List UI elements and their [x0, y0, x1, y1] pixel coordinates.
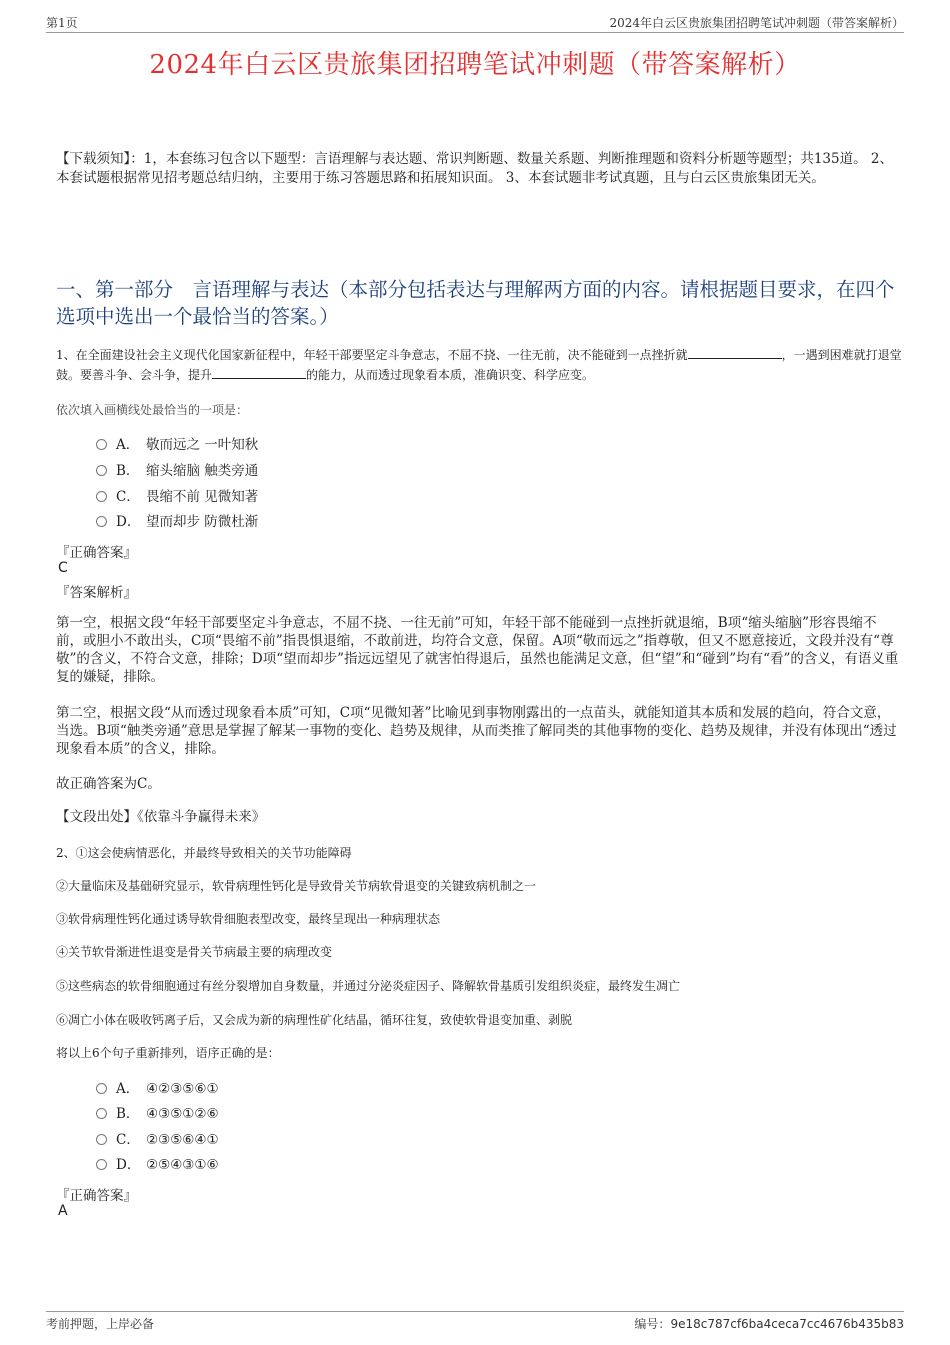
- q2-line-3: ③软骨病理性钙化通过诱导软骨细胞表型改变，最终呈现出一种病理状态: [56, 912, 441, 926]
- blank-2: [212, 365, 306, 379]
- radio-icon[interactable]: [96, 439, 107, 450]
- header-doc-title: 2024年白云区贵旅集团招聘笔试冲刺题（带答案解析）: [609, 16, 904, 30]
- page-header: [46, 14, 904, 33]
- q1-option-b[interactable]: B． 缩头缩脑 触类旁通: [96, 461, 258, 481]
- q1-conclusion: 故正确答案为C。: [56, 776, 161, 792]
- radio-icon[interactable]: [96, 465, 107, 476]
- q2-option-b[interactable]: B． ④③⑤①②⑥: [96, 1104, 219, 1124]
- q2-answer: A: [58, 1203, 68, 1219]
- radio-icon[interactable]: [96, 1159, 107, 1170]
- q2-answer-label: 『正确答案』: [56, 1188, 137, 1204]
- page-number: 第1页: [46, 16, 78, 30]
- q1-answer-label: 『正确答案』: [56, 545, 137, 561]
- blank-1: [688, 345, 782, 359]
- page-footer: [46, 1311, 904, 1332]
- q1-analysis-para-1: 第一空，根据文段“年轻干部要坚定斗争意志，不屈不挠、一往无前”可知，年轻干部不能碰到一点挫折就退缩，B项“缩头缩脑”形容畏缩不前，或胆小不敢出头，C项“畏缩不前”指畏惧退缩，不敢前进，均符合文意，保留。A项“敬而远之”指尊敬，但又不愿意接近，文段并没有“尊敬”的含义，不符合文意，排除；D项“望而却步”指远远望见了就害怕得退后，虽然也能满足文意，但“望”和“碰到”均有“看”的含义，有语义重复的嫌疑，排除。: [56, 615, 899, 685]
- download-notice: 【下载须知】：1，本套练习包含以下题型：言语理解与表达题、常识判断题、数量关系题、判断推理题和资料分析题等题型；共135道。 2、本套试题根据常见招考题总结归纳，主要用于练习答题思路和拓展知识面。 3、本套试题非考试真题，且与白云区贵旅集团无关。: [56, 151, 893, 186]
- q2-line-5: ⑤这些病态的软骨细胞通过有丝分裂增加自身数量，并通过分泌炎症因子、降解软骨基质引发组织炎症，最终发生凋亡: [56, 979, 681, 993]
- radio-icon[interactable]: [96, 516, 107, 527]
- question-1-prompt: 依次填入画横线处最恰当的一项是：: [56, 403, 249, 417]
- q1-analysis-para-2: 第二空，根据文段“从而透过现象看本质”可知，C项“见微知著”比喻见到事物刚露出的一点苗头，就能知道其本质和发展的趋向，符合文意，当选。B项“触类旁通”意思是掌握了解某一事物的变化、趋势及规律，从而类推了解同类的其他事物的变化、趋势及规律，并没有体现出“透过现象看本质”的含义，排除。: [56, 705, 897, 757]
- q2-line-4: ④关节软骨渐进性退变是骨关节病最主要的病理改变: [56, 945, 333, 959]
- radio-icon[interactable]: [96, 1134, 107, 1145]
- q2-option-a[interactable]: A． ④②③⑤⑥①: [96, 1079, 219, 1099]
- q1-source: 【文段出处】《依靠斗争赢得未来》: [56, 809, 266, 825]
- q2-option-c[interactable]: C． ②③⑤⑥④①: [96, 1130, 219, 1150]
- q1-option-a[interactable]: A． 敬而远之 一叶知秋: [96, 435, 258, 455]
- radio-icon[interactable]: [96, 1108, 107, 1119]
- q2-line-1: 2、①这会使病情恶化，并最终导致相关的关节功能障碍: [56, 846, 352, 860]
- q1-answer: C: [58, 560, 68, 576]
- document-title: 2024年白云区贵旅集团招聘笔试冲刺题（带答案解析）: [149, 50, 801, 80]
- q1-option-d[interactable]: D． 望而却步 防微杜渐: [96, 512, 258, 532]
- question-1-text: 1、在全面建设社会主义现代化国家新征程中，年轻干部要坚定斗争意志，不屈不挠、一往无前，决不能碰到一点挫折就 ，一遇到困难就打退堂鼓。要善斗争、会斗争，提升 的能力，从而透过现象看本质，准确识变、科学应变。: [56, 345, 902, 385]
- radio-icon[interactable]: [96, 491, 107, 502]
- section-heading: 一、第一部分 言语理解与表达（本部分包括表达与理解两方面的内容。请根据题目要求，在四个选项中选出一个最恰当的答案。）: [56, 278, 895, 328]
- radio-icon[interactable]: [96, 1083, 107, 1094]
- footer-code: 编号：9e18c787cf6ba4ceca7cc4676b435b83: [634, 1317, 904, 1331]
- q2-line-2: ②大量临床及基础研究显示，软骨病理性钙化是导致骨关节病软骨退变的关键致病机制之一: [56, 879, 537, 893]
- q2-prompt: 将以上6个句子重新排列，语序正确的是：: [56, 1046, 280, 1060]
- q1-option-c[interactable]: C． 畏缩不前 见微知著: [96, 487, 258, 507]
- q2-line-6: ⑥凋亡小体在吸收钙离子后，又会成为新的病理性矿化结晶，循环往复，致使软骨退变加重、剥脱: [56, 1013, 573, 1027]
- footer-slogan: 考前押题，上岸必备: [46, 1317, 155, 1331]
- q1-analysis-label: 『答案解析』: [56, 585, 137, 601]
- q2-option-d[interactable]: D． ②⑤④③①⑥: [96, 1155, 219, 1175]
